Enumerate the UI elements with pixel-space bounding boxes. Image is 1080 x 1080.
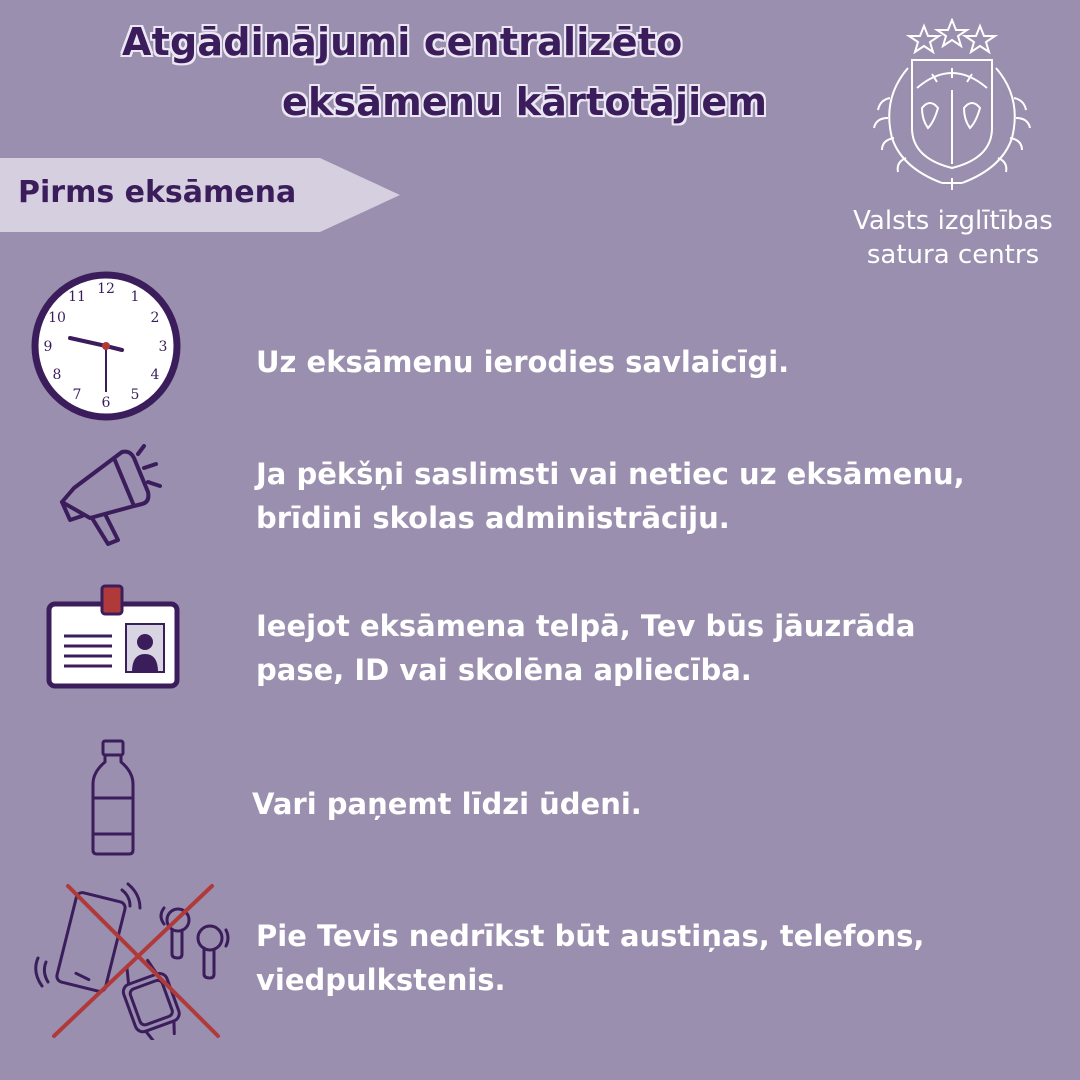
item-line: Pie Tevis nedrīkst būt austiņas, telefons,: [256, 919, 925, 953]
clock-icon: [30, 270, 182, 422]
clock-numeral: 4: [150, 367, 160, 383]
clock-numeral: 12: [97, 281, 115, 297]
clock-numeral: 1: [130, 289, 140, 305]
list-item: [0, 440, 1080, 550]
list-item: [0, 270, 1080, 420]
item-line: Ja pēkšņi saslimsti vai netiec uz eksāmenu,: [256, 457, 965, 491]
item-line: pase, ID vai skolēna apliecība.: [256, 653, 752, 687]
item-text: [256, 914, 924, 1002]
clock-numeral: 5: [130, 387, 140, 403]
megaphone-icon: [52, 444, 162, 548]
clock-numeral: 11: [68, 289, 86, 305]
clock-numeral: 3: [158, 339, 168, 355]
list-item: [0, 738, 1080, 858]
clock-numeral: 10: [48, 310, 66, 326]
item-line: brīdini skolas administrāciju.: [256, 501, 730, 535]
item-line: viedpulkstenis.: [256, 963, 506, 997]
item-text: [252, 782, 642, 826]
section-label: Pirms eksāmena: [18, 175, 297, 210]
logo-line-2: satura centrs: [866, 240, 1040, 270]
logo-line-1: Valsts izglītības: [853, 206, 1053, 236]
item-line: Ieejot eksāmena telpā, Tev būs jāuzrāda: [256, 609, 916, 643]
item-text: [256, 340, 789, 384]
id-card-icon: [46, 582, 180, 690]
no-devices-icon: [32, 882, 232, 1040]
coat-of-arms-icon: [862, 18, 1042, 193]
clock-numeral: 6: [101, 395, 111, 411]
logo-text: [838, 204, 1068, 272]
item-line: Vari paņemt līdzi ūdeni.: [252, 787, 642, 821]
water-bottle-icon: [88, 738, 138, 858]
clock-numeral: 8: [52, 367, 62, 383]
item-line: Uz eksāmenu ierodies savlaicīgi.: [256, 345, 790, 379]
page-title-line-1: Atgādinājumi centralizēto: [122, 20, 683, 64]
list-item: [0, 880, 1080, 1040]
clock-numeral: 2: [150, 310, 160, 326]
item-text: [256, 452, 965, 540]
item-text: [256, 604, 915, 692]
clock-numeral: 7: [72, 387, 82, 403]
list-item: [0, 580, 1080, 690]
clock-numeral: 9: [43, 339, 53, 355]
page-title-line-2: eksāmenu kārtotājiem: [282, 80, 768, 124]
